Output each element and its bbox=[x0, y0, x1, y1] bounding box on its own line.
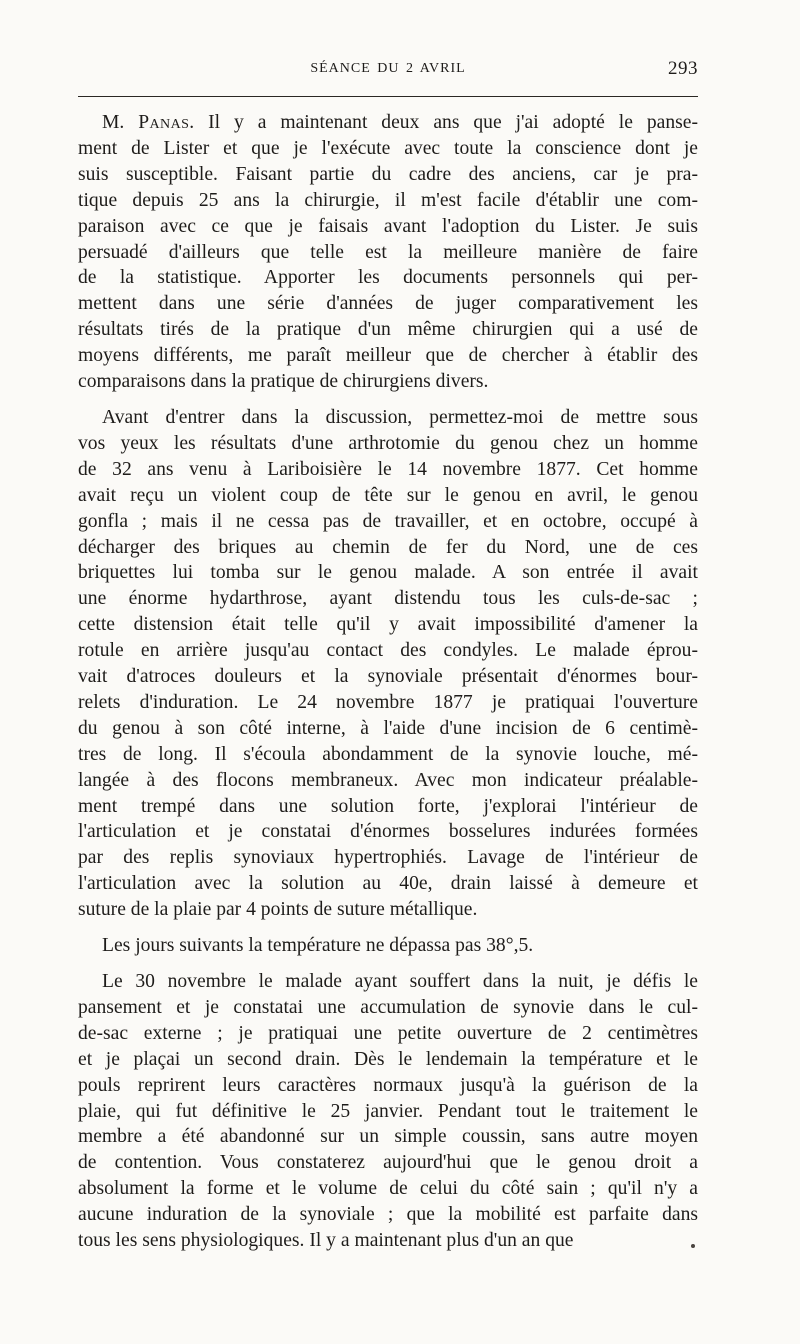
running-header bbox=[78, 58, 698, 86]
text-line: l'articulation avec la solution au 40e, drain laissé à demeure et bbox=[78, 873, 698, 895]
text-line: suture de la plaie par 4 points de suture métallique. bbox=[78, 899, 478, 921]
paragraph-3 bbox=[78, 933, 698, 959]
text-line: absolument la forme et le volume de celui du côté sain ; qu'il n'y a bbox=[78, 1178, 698, 1200]
text-line: comparaisons dans la pratique de chirurgiens divers. bbox=[78, 371, 489, 393]
text-line: aucune induration de la synoviale ; que la mobilité est parfaite dans bbox=[78, 1204, 698, 1226]
text-line: pouls reprirent leurs caractères normaux jusqu'à la guérison de la bbox=[78, 1074, 698, 1096]
text-line: Les jours suivants la température ne dépassa pas 38°,5. bbox=[102, 935, 534, 957]
text-line: ment de Lister et que je l'exécute avec toute la conscience dont je bbox=[78, 137, 698, 159]
text-line: de 32 ans venu à Lariboisière le 14 novembre 1877. Cet homme bbox=[78, 458, 698, 480]
text-line: vos yeux les résultats d'une arthrotomie du genou chez un homme bbox=[78, 432, 698, 454]
text-line: avait reçu un violent coup de tête sur le genou en avril, le genou bbox=[78, 484, 698, 506]
page-number: 293 bbox=[668, 58, 698, 79]
text-line: et je plaçai un second drain. Dès le lendemain la température et le bbox=[78, 1048, 698, 1070]
text-line: mettent dans une série d'années de juger comparativement les bbox=[78, 293, 698, 315]
text-line: relets d'induration. Le 24 novembre 1877 je pratiquai l'ouverture bbox=[78, 691, 698, 713]
text-line: pansement et je constatai une accumulation de synovie dans le cul- bbox=[78, 996, 698, 1018]
text-line: rotule en arrière jusqu'au contact des condyles. Le malade éprou- bbox=[78, 640, 698, 662]
paragraph-1 bbox=[78, 110, 698, 395]
text-line: vait d'atroces douleurs et la synoviale présentait d'énormes bour- bbox=[78, 666, 698, 688]
text-line: décharger des briques au chemin de fer du Nord, une de ces bbox=[78, 536, 698, 558]
text-line: cette distension était telle qu'il y avait impossibilité d'amener la bbox=[78, 614, 698, 636]
text-line: Le 30 novembre le malade ayant souffert dans la nuit, je défis le bbox=[102, 971, 698, 992]
text-line: une énorme hydarthrose, ayant distendu tous les culs-de-sac ; bbox=[78, 588, 698, 610]
text-line: plaie, qui fut définitive le 25 janvier. Pendant tout le traitement le bbox=[78, 1100, 698, 1122]
text-line: de contention. Vous constaterez aujourd'hui que le genou droit a bbox=[78, 1152, 698, 1174]
text-line: du genou à son côté interne, à l'aide d'une incision de 6 centimè- bbox=[78, 717, 698, 739]
text-line: persuadé d'ailleurs que telle est la meilleure manière de faire bbox=[78, 241, 698, 263]
text-line: Avant d'entrer dans la discussion, permettez-moi de mettre sous bbox=[102, 406, 698, 428]
text-line: de-sac externe ; je pratiquai une petite ouverture de 2 centimètres bbox=[78, 1022, 698, 1044]
text-line: tique depuis 25 ans la chirurgie, il m'est facile d'établir une com- bbox=[78, 189, 698, 211]
text-line: l'articulation et je constatai d'énormes bosselures indurées formées bbox=[78, 821, 698, 843]
text-line: M. Panas. Il y a maintenant deux ans que j'ai adopté le panse- bbox=[102, 112, 698, 133]
text-line: membre a été abandonné sur un simple coussin, sans autre moyen bbox=[78, 1126, 698, 1148]
text-line: de la statistique. Apporter les documents personnels qui per- bbox=[78, 267, 698, 289]
text-line: moyens différents, me paraît meilleur que de chercher à établir des bbox=[78, 345, 698, 367]
text-line: résultats tirés de la pratique d'un même chirurgien qui a usé de bbox=[78, 319, 698, 341]
printer-mark bbox=[691, 1244, 695, 1248]
text-line: par des replis synoviaux hypertrophiés. Lavage de l'intérieur de bbox=[78, 847, 698, 869]
text-line: paraison avec ce que je faisais avant l'adoption du Lister. Je suis bbox=[78, 215, 698, 237]
text-line: suis susceptible. Faisant partie du cadre des anciens, car je pra- bbox=[78, 163, 698, 185]
text-line: langée à des flocons membraneux. Avec mon indicateur préalable- bbox=[78, 769, 698, 791]
running-title: SÉANCE DU 2 AVRIL bbox=[310, 61, 466, 76]
body-text bbox=[78, 110, 698, 1264]
text-line: briquettes lui tomba sur le genou malade. A son entrée il avait bbox=[78, 562, 698, 584]
text-line: ment trempé dans une solution forte, j'explorai l'intérieur de bbox=[78, 795, 698, 817]
header-rule bbox=[78, 96, 698, 97]
text-line: tres de long. Il s'écoula abondamment de la synovie louche, mé- bbox=[78, 743, 698, 765]
text-line: gonfla ; mais il ne cessa pas de travailler, et en octobre, occupé à bbox=[78, 510, 698, 532]
text-line: tous les sens physiologiques. Il y a maintenant plus d'un an que bbox=[78, 1230, 574, 1252]
paragraph-4 bbox=[78, 969, 698, 1254]
paragraph-2 bbox=[78, 405, 698, 923]
